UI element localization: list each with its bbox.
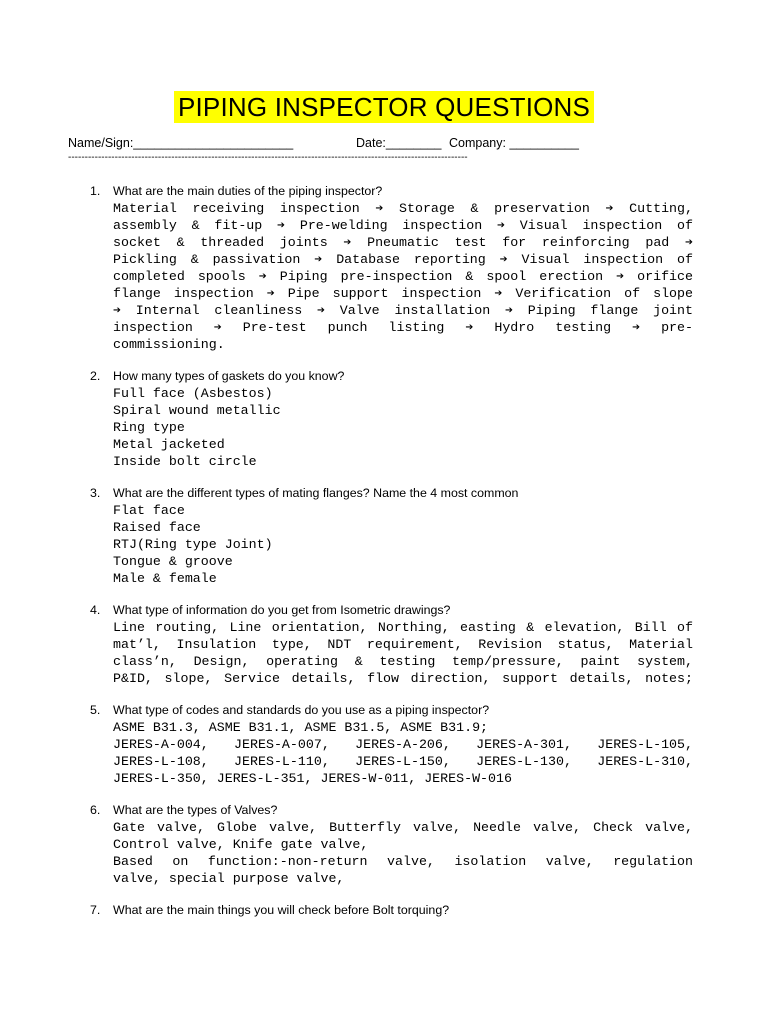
answer-line: Raised face: [113, 520, 201, 535]
date-field: Date:________: [356, 136, 442, 150]
answer-line: socket & threaded joints ➔ Pneumatic test for reinforcing pad ➔: [113, 235, 693, 250]
question-text: What are the types of Valves? 6.: [90, 803, 278, 817]
question-number: 1.: [90, 184, 101, 198]
answer-line: RTJ(Ring type Joint): [113, 537, 273, 552]
divider-line: ------------------------------------------------------------------------------------------------------------------------: [68, 152, 468, 163]
question-list: [0, 183, 768, 934]
answer-line: JERES-L-350, JERES-L-351, JERES-W-011, JERES-W-016: [113, 771, 512, 786]
answer-line: ➔ Internal cleanliness ➔ Valve installation ➔ Piping flange joint: [113, 303, 693, 318]
answer-line: Line routing, Line orientation, Northing, easting & elevation, Bill of: [113, 620, 693, 635]
answer-line: Tongue & groove: [113, 554, 233, 569]
question-item: [0, 802, 768, 887]
question-item: [0, 485, 768, 587]
question-number: 5.: [90, 703, 101, 717]
question-text: What type of information do you get from Isometric drawings? 4.: [90, 603, 451, 617]
question-item: [0, 183, 768, 353]
question-number: 3.: [90, 486, 101, 500]
answer-line: Full face (Asbestos): [113, 386, 273, 401]
answer-line: Inside bolt circle: [113, 454, 257, 469]
answer-line: Gate valve, Globe valve, Butterfly valve, Needle valve, Check valve,: [113, 820, 693, 835]
question-item: [0, 602, 768, 687]
question-text: How many types of gaskets do you know? 2.: [90, 369, 345, 383]
answer-block: [113, 719, 693, 787]
answer-line: Ring type: [113, 420, 185, 435]
answer-line: P&ID, slope, Service details, flow direction, support details, notes;: [113, 671, 693, 686]
answer-block: [113, 385, 693, 470]
answer-line: Spiral wound metallic: [113, 403, 281, 418]
name-sign-field: Name/Sign:_______________________: [68, 136, 294, 150]
answer-line: Pickling & passivation ➔ Database reporting ➔ Visual inspection of: [113, 252, 693, 267]
answer-line: Metal jacketed: [113, 437, 225, 452]
answer-line: inspection ➔ Pre-test punch listing ➔ Hydro testing ➔ pre-: [113, 320, 693, 335]
answer-block: [113, 619, 693, 687]
answer-line: completed spools ➔ Piping pre-inspection & spool erection ➔ orifice: [113, 269, 693, 284]
answer-line: JERES-A-004, JERES-A-007, JERES-A-206, JERES-A-301, JERES-L-105,: [113, 737, 693, 752]
answer-line: JERES-L-108, JERES-L-110, JERES-L-150, JERES-L-130, JERES-L-310,: [113, 754, 693, 769]
question-text: What are the main duties of the piping inspector? 1.: [90, 184, 383, 198]
question-number: 2.: [90, 369, 101, 383]
question-number: 7.: [90, 903, 101, 917]
question-number: 6.: [90, 803, 101, 817]
company-field: Company: __________: [449, 136, 579, 150]
question-item: [0, 702, 768, 787]
answer-line: Male & female: [113, 571, 217, 586]
answer-line: commissioning.: [113, 337, 225, 352]
answer-block: [113, 819, 693, 887]
answer-line: mat’l, Insulation type, NDT requirement, Revision status, Material: [113, 637, 693, 652]
answer-line: Material receiving inspection ➔ Storage & preservation ➔ Cutting,: [113, 201, 693, 216]
page-title: PIPING INSPECTOR QUESTIONS: [174, 91, 594, 123]
answer-line: class’n, Design, operating & testing temp/pressure, paint system,: [113, 654, 693, 669]
answer-block: [113, 502, 693, 587]
question-text: What are the different types of mating flanges? Name the 4 most common 3.: [90, 486, 519, 500]
answer-line: Based on function:-non-return valve, isolation valve, regulation: [113, 854, 693, 869]
answer-line: Flat face: [113, 503, 185, 518]
question-text: What type of codes and standards do you use as a piping inspector? 5.: [90, 703, 490, 717]
answer-line: assembly & fit-up ➔ Pre-welding inspection ➔ Visual inspection of: [113, 218, 693, 233]
question-item: [0, 368, 768, 470]
answer-line: valve, special purpose valve,: [113, 871, 345, 886]
answer-block: [113, 200, 693, 353]
answer-line: flange inspection ➔ Pipe support inspection ➔ Verification of slope: [113, 286, 693, 301]
title-wrap: [0, 91, 768, 123]
question-text: What are the main things you will check before Bolt torquing? 7.: [90, 903, 450, 917]
question-item: [0, 902, 768, 919]
answer-line: ASME B31.3, ASME B31.1, ASME B31.5, ASME B31.9;: [113, 720, 489, 735]
question-number: 4.: [90, 603, 101, 617]
answer-line: Control valve, Knife gate valve,: [113, 837, 369, 852]
